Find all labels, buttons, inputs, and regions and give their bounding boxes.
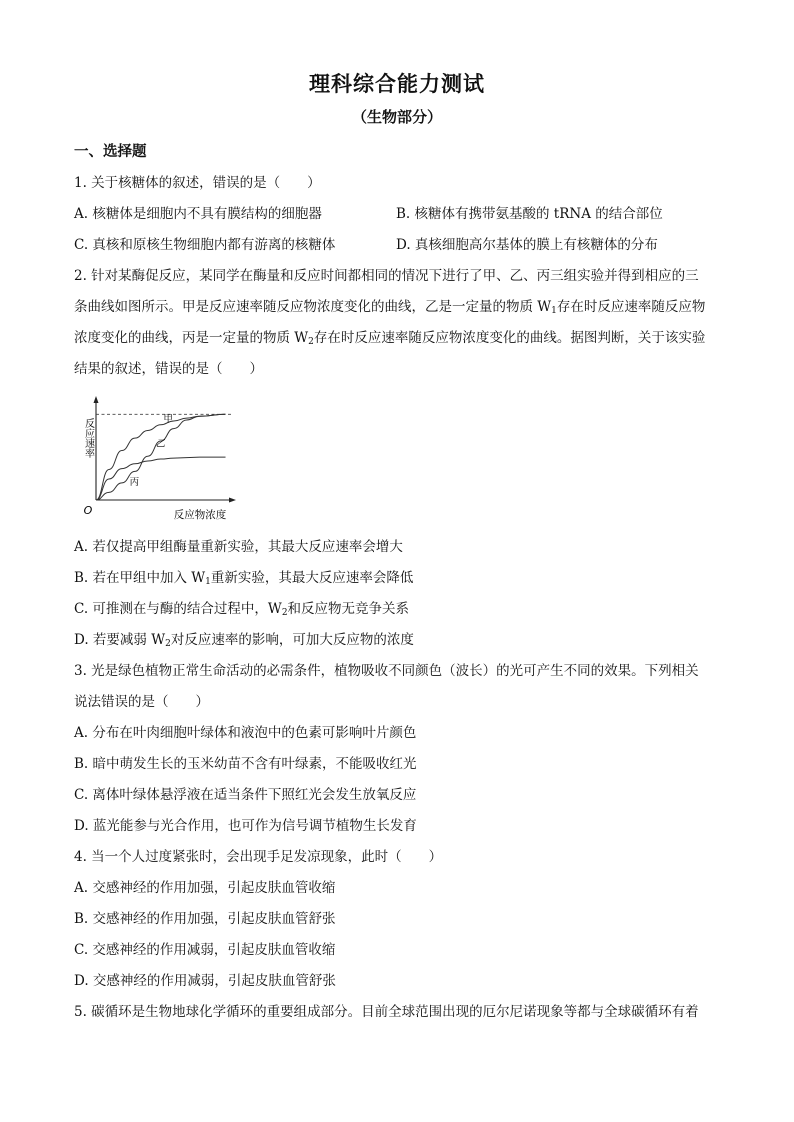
y-axis [94,396,99,500]
q2-option-b: B. 若在甲组中加入 $W_1$重新实验，其最大反应速率会降低 [74,570,414,587]
q3-stem-line-2: 说法错误的是（ ） [74,694,209,710]
q3-stem-line-1: 3. 光是绿色植物正常生命活动的必需条件，植物吸收不同颜色（波长）的光可产生不同的效果。下列相关 [74,663,699,679]
q4-option-a: A. 交感神经的作用加强，引起皮肤血管收缩 [74,880,336,896]
enzyme-rate-chart [74,390,244,530]
q5-stem-line-1: 5. 碳循环是生物地球化学循环的重要组成部分。目前全球范围出现的厄尔尼诺现象等都与全球碳循环有着 [74,1004,699,1020]
q2-stem-line-2: 条曲线如图所示。甲是反应速率随反应物浓度变化的曲线，乙是一定量的物质 $W_1$存在时反应速率随反应物 [74,299,706,316]
section-heading: 一、选择题 [74,143,147,160]
q4-option-d: D. 交感神经的作用减弱，引起皮肤血管舒张 [74,973,336,989]
q1-option-b: B. 核糖体有携带氨基酸的 tRNA 的结合部位 [396,206,663,222]
q2-option-a: A. 若仅提高甲组酶量重新实验，其最大反应速率会增大 [74,539,403,555]
q2-option-d: D. 若要减弱 $W_2$对反应速率的影响，可加大反应物的浓度 [74,632,414,649]
series-curve-3 [96,457,226,500]
q2-option-c: C. 可推测在与酶的结合过程中，$W_2$和反应物无竞争关系 [74,601,410,618]
q3-option-d: D. 蓝光能参与光合作用，也可作为信号调节植物生长发育 [74,818,417,834]
origin-label: O [83,504,93,517]
q3-option-a: A. 分布在叶肉细胞叶绿体和液泡中的色素可影响叶片颜色 [74,725,417,741]
q1-option-c: C. 真核和原核生物细胞内都有游离的核糖体 [74,237,336,253]
series-label-3: 丙 [129,476,140,488]
y-axis-label: 反应速率 [82,418,94,458]
q2-stem-line-3: 浓度变化的曲线，丙是一定量的物质 $W_2$存在时反应速率随反应物浓度变化的曲线。据图判断，关于该实验 [74,330,706,347]
page-subtitle: （生物部分） [351,108,442,126]
q2-stem-line-4: 结果的叙述，错误的是（ ） [74,361,263,377]
x-axis-label: 反应物浓度 [173,509,227,521]
q1-option-d: D. 真核细胞高尔基体的膜上有核糖体的分布 [396,237,658,253]
q3-option-c: C. 离体叶绿体悬浮液在适当条件下照红光会发生放氧反应 [74,787,417,803]
q2-stem-line-1: 2. 针对某酶促反应，某同学在酶量和反应时间都相同的情况下进行了甲、乙、丙三组实验并得到相应的三 [74,268,699,284]
series-label-2: 乙 [155,438,166,450]
page-title: 理科综合能力测试 [309,71,485,96]
q1-stem: 1. 关于核糖体的叙述，错误的是（ ） [74,175,321,191]
q4-option-b: B. 交感神经的作用加强，引起皮肤血管舒张 [74,911,336,927]
q4-option-c: C. 交感神经的作用减弱，引起皮肤血管收缩 [74,942,336,958]
series-label-1: 甲 [163,413,173,425]
q3-option-b: B. 暗中萌发生长的玉米幼苗不含有叶绿素，不能吸收红光 [74,756,417,772]
q4-stem: 4. 当一个人过度紧张时，会出现手足发凉现象，此时（ ） [74,849,443,865]
q1-option-a: A. 核糖体是细胞内不具有膜结构的细胞器 [74,206,322,222]
x-axis [96,498,236,503]
